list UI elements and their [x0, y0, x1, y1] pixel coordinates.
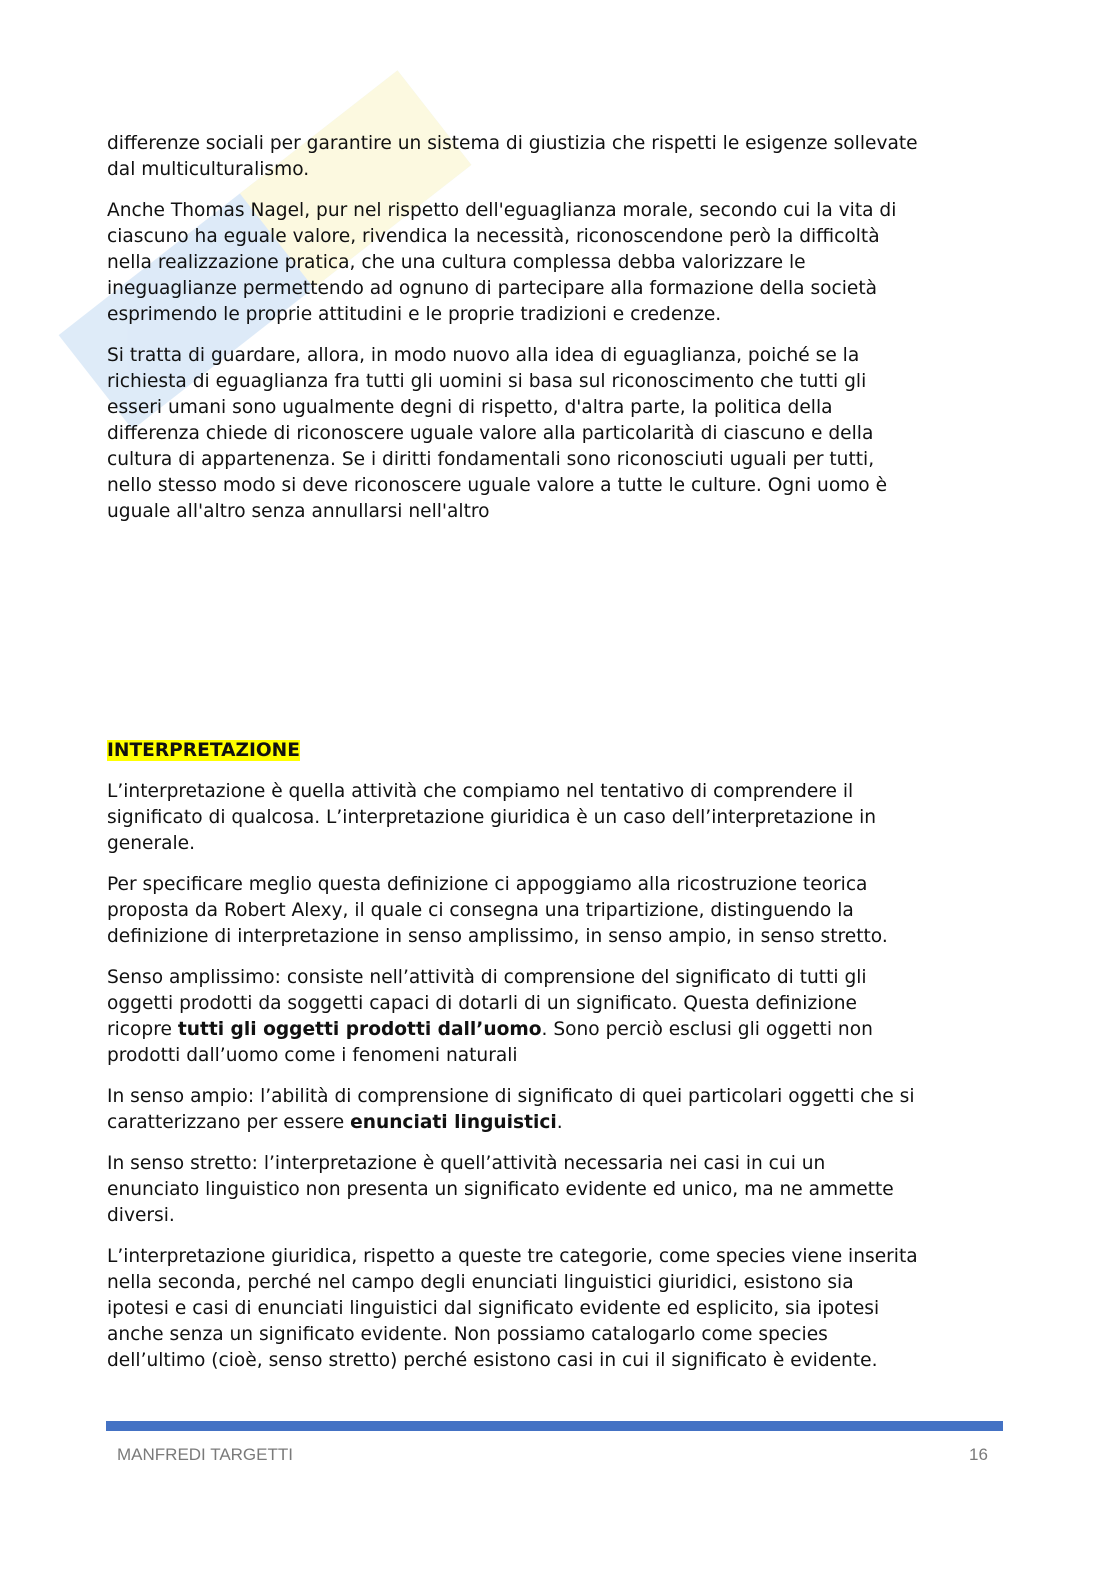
text-line: ciascuno ha eguale valore, rivendica la necessità, riconoscendone però la difficoltà — [107, 226, 880, 247]
paragraph — [107, 1084, 1007, 1136]
text-line: richiesta di eguaglianza fra tutti gli uomini si basa sul riconoscimento che tutti gli — [107, 371, 867, 392]
section-heading — [107, 738, 1007, 764]
text-line: nello stesso modo si deve riconoscere uguale valore a tutte le culture. Ogni uomo è — [107, 475, 888, 496]
text-line: enunciato linguistico non presenta un significato evidente ed unico, ma ne ammette — [107, 1179, 894, 1200]
paragraph — [107, 779, 1007, 857]
paragraph — [107, 131, 1007, 183]
text-line: esseri umani sono ugualmente degni di rispetto, d'altra parte, la politica della — [107, 397, 833, 418]
text-line: dell’ultimo (cioè, senso stretto) perché esistono casi in cui il significato è evidente. — [107, 1350, 878, 1371]
text-line: oggetti prodotti da soggetti capaci di dotarli di un significato. Questa definizione — [107, 993, 857, 1014]
text-line: diversi. — [107, 1205, 175, 1226]
paragraph — [107, 965, 1007, 1069]
text-line: L’interpretazione giuridica, rispetto a queste tre categorie, come species viene inserita — [107, 1246, 918, 1267]
text-line: Per specificare meglio questa definizione ci appoggiamo alla ricostruzione teorica — [107, 874, 868, 895]
paragraph — [107, 343, 1007, 525]
text-line: proposta da Robert Alexy, il quale ci consegna una tripartizione, distinguendo la — [107, 900, 854, 921]
text-line: definizione di interpretazione in senso amplissimo, in senso ampio, in senso stretto. — [107, 926, 888, 947]
footer-bar — [106, 1421, 1003, 1431]
text-line — [107, 1110, 1007, 1136]
footer-author: MANFREDI TARGETTI — [117, 1445, 293, 1464]
text-line: ipotesi e casi di enunciati linguistici dal significato evidente ed esplicito, sia ipotesi — [107, 1298, 880, 1319]
text-line: cultura di appartenenza. Se i diritti fondamentali sono riconosciuti uguali per tutti, — [107, 449, 875, 470]
paragraph — [107, 198, 1007, 328]
paragraph — [107, 1151, 1007, 1229]
text-line: differenze sociali per garantire un sistema di giustizia che rispetti le esigenze sollevate — [107, 133, 918, 154]
paragraph — [107, 872, 1007, 950]
text-run: ricopre — [107, 1019, 178, 1040]
text-line: generale. — [107, 833, 196, 854]
text-line: In senso ampio: l’abilità di comprensione di significato di quei particolari oggetti che si — [107, 1086, 915, 1107]
text-line: nella realizzazione pratica, che una cultura complessa debba valorizzare le — [107, 252, 806, 273]
text-line: L’interpretazione è quella attività che compiamo nel tentativo di comprendere il — [107, 781, 854, 802]
bold-text: tutti gli oggetti prodotti dall’uomo — [177, 1019, 542, 1040]
text-line: Anche Thomas Nagel, pur nel rispetto dell'eguaglianza morale, secondo cui la vita di — [107, 200, 897, 221]
text-line: ineguaglianze permettendo ad ognuno di partecipare alla formazione della società — [107, 278, 878, 299]
text-line: esprimendo le proprie attitudini e le proprie tradizioni e credenze. — [107, 304, 722, 325]
text-line: nella seconda, perché nel campo degli enunciati linguistici giuridici, esistono sia — [107, 1272, 854, 1293]
text-line: Si tratta di guardare, allora, in modo nuovo alla idea di eguaglianza, poiché se la — [107, 345, 860, 366]
page-number: 16 — [969, 1445, 988, 1464]
text-run: caratterizzano per essere — [107, 1112, 351, 1133]
text-run: . Sono perciò esclusi gli oggetti non — [541, 1019, 873, 1040]
text-line: anche senza un significato evidente. Non possiamo catalogarlo come species — [107, 1324, 828, 1345]
paragraph — [107, 1244, 1007, 1374]
heading-text: INTERPRETAZIONE — [107, 740, 300, 761]
text-line: prodotti dall’uomo come i fenomeni naturali — [107, 1045, 518, 1066]
text-line — [107, 1017, 1007, 1043]
body-text-bottom — [107, 738, 1007, 1389]
text-line: significato di qualcosa. L’interpretazione giuridica è un caso dell’interpretazione in — [107, 807, 877, 828]
text-line: In senso stretto: l’interpretazione è quell’attività necessaria nei casi in cui un — [107, 1153, 826, 1174]
text-run: . — [556, 1112, 563, 1133]
text-line: dal multiculturalismo. — [107, 159, 310, 180]
text-line: differenza chiede di riconoscere uguale valore alla particolarità di ciascuno e della — [107, 423, 874, 444]
text-line: uguale all'altro senza annullarsi nell'altro — [107, 501, 490, 522]
bold-text: enunciati linguistici — [350, 1112, 557, 1133]
body-text-top — [107, 131, 1007, 540]
text-line: Senso amplissimo: consiste nell’attività di comprensione del significato di tutti gli — [107, 967, 867, 988]
